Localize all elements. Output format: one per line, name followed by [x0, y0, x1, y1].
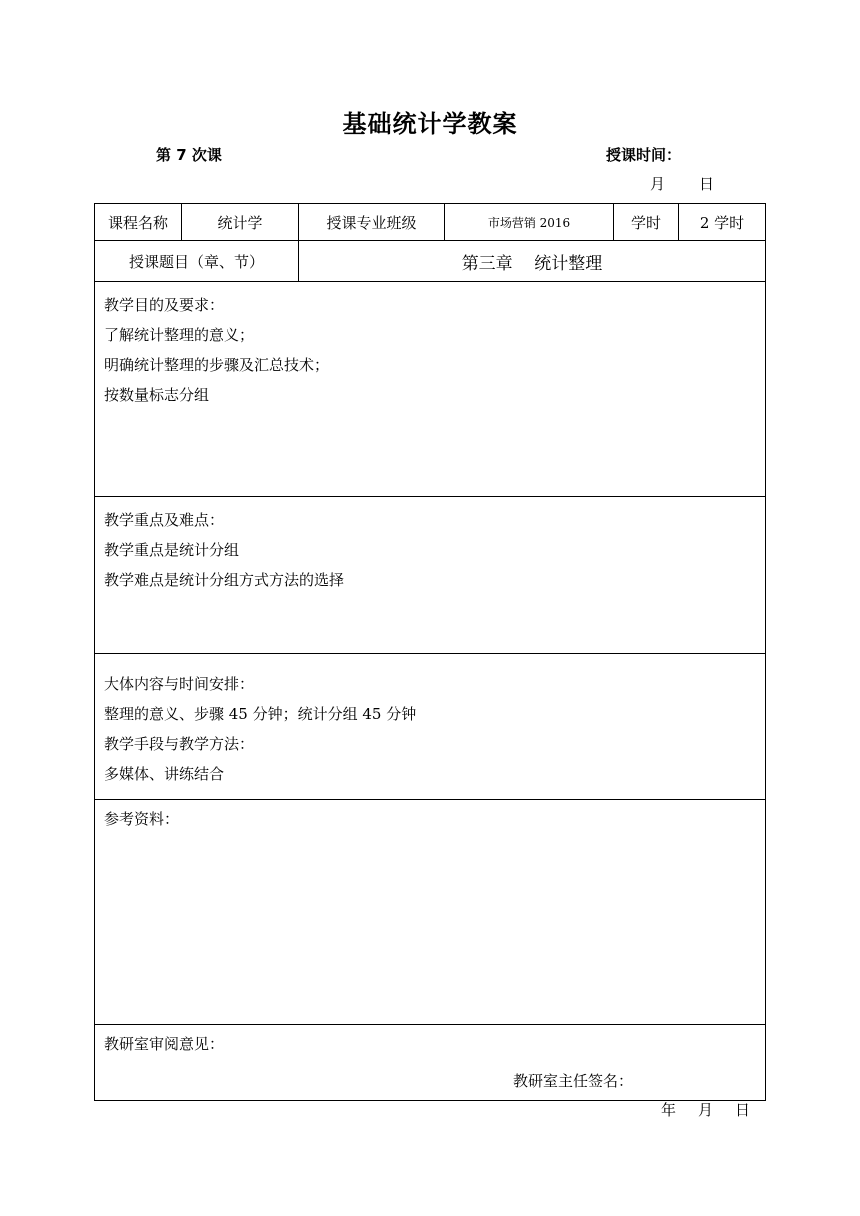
topic-value: 第三章 统计整理: [461, 253, 603, 274]
review-day: 日: [735, 1101, 751, 1119]
document-title: 基础统计学教案: [342, 110, 518, 138]
class-value: 市场营销 2016: [445, 204, 614, 240]
review-section: [95, 1025, 765, 1119]
references-heading: 参考资料：: [104, 810, 180, 828]
content-schedule: 整理的意义、步骤 45 分钟；统计分组 45 分钟: [104, 705, 417, 723]
director-signature-label: 教研室主任签名：: [513, 1072, 634, 1090]
course-info-row: [95, 204, 765, 241]
references-section: [95, 800, 765, 1025]
methods-heading: 教学手段与教学方法：: [104, 735, 255, 753]
hours-value: 2 学时: [699, 213, 745, 232]
key-points-section: [95, 497, 765, 654]
teaching-time-label: 授课时间：: [606, 146, 682, 164]
class-label: 授课专业班级: [299, 204, 445, 240]
review-month: 月: [698, 1101, 714, 1119]
topic-label: 授课题目（章、节）: [95, 241, 299, 281]
review-year: 年: [661, 1101, 677, 1119]
course-name-value: 统计学: [182, 204, 299, 240]
key-point-item: 教学重点是统计分组: [104, 541, 240, 559]
key-point-item: 教学难点是统计分组方式方法的选择: [104, 571, 345, 589]
content-heading: 大体内容与时间安排：: [104, 675, 255, 693]
course-name-label: 课程名称: [95, 204, 182, 240]
key-points-heading: 教学重点及难点：: [104, 511, 225, 529]
date-day: 日: [699, 175, 715, 193]
topic-row: [95, 241, 765, 282]
methods-value: 多媒体、讲练结合: [104, 765, 225, 783]
hours-label: 学时: [614, 204, 679, 240]
objective-item: 明确统计整理的步骤及汇总技术；: [104, 356, 330, 374]
objectives-heading: 教学目的及要求：: [104, 296, 225, 314]
date-month: 月: [650, 175, 666, 193]
objective-item: 按数量标志分组: [104, 386, 210, 404]
objective-item: 了解统计整理的意义；: [104, 326, 255, 344]
review-heading: 教研室审阅意见：: [104, 1035, 225, 1053]
objectives-section: [95, 282, 765, 497]
content-section: [95, 654, 765, 800]
lesson-number: 第 7 次课: [156, 146, 222, 164]
lesson-plan-table: [94, 203, 766, 1119]
review-date: [661, 1099, 750, 1120]
teaching-date: [616, 173, 714, 194]
